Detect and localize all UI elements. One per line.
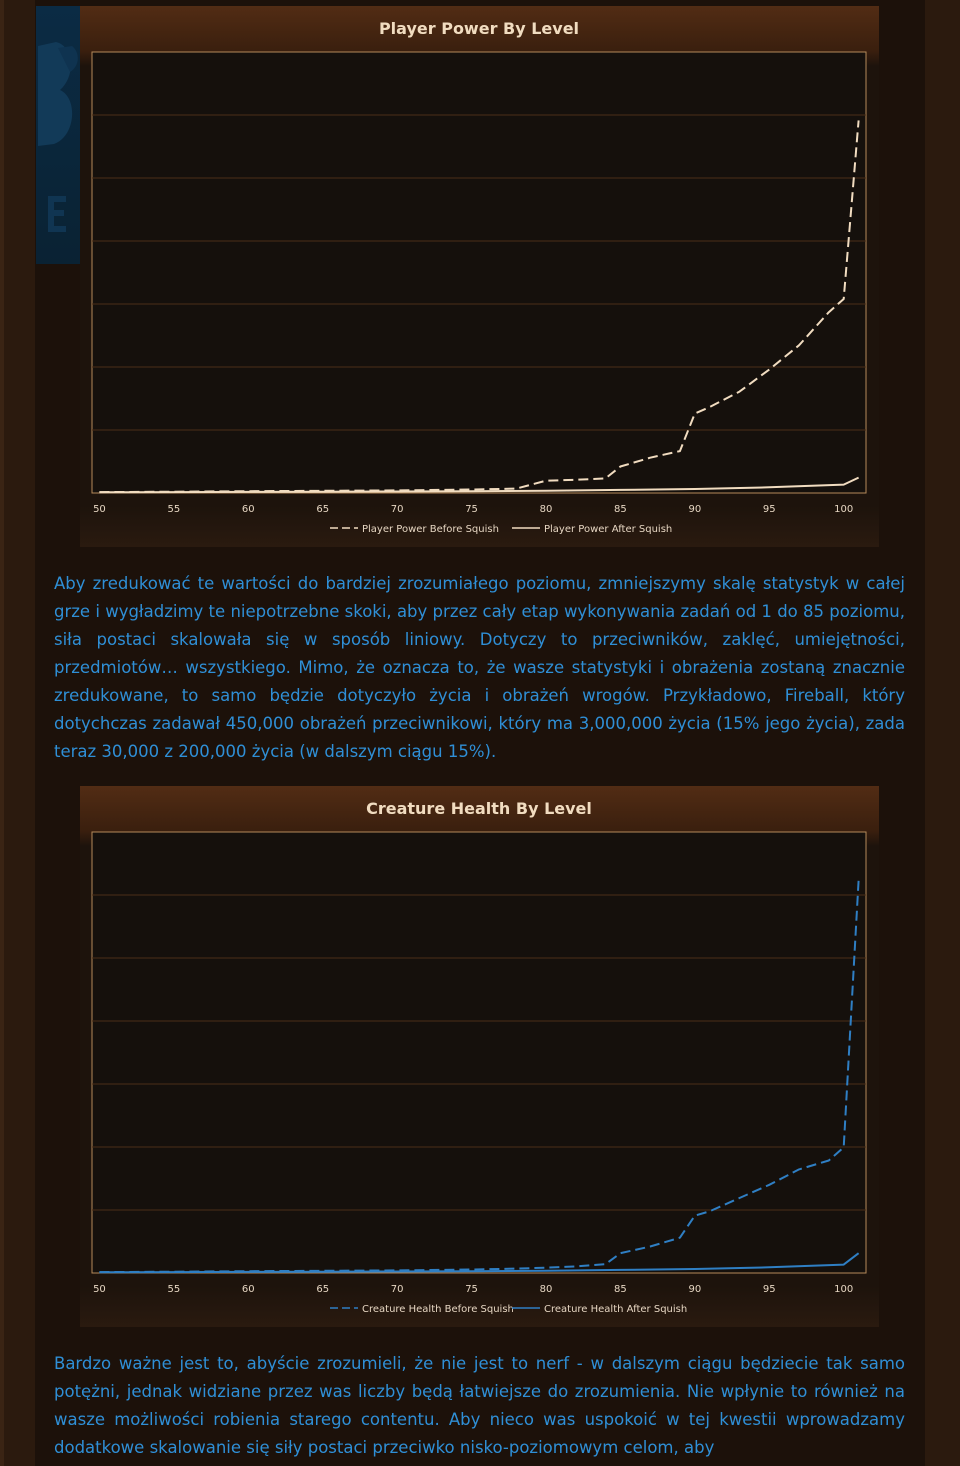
x-tick-label: 60 (241, 504, 255, 515)
x-tick-label: 60 (241, 1284, 255, 1295)
chart-title: Creature Health By Level (366, 799, 592, 818)
paragraph-stat-squish: Aby zredukować te wartości do bardziej zrozumiałego poziomu, zmniejszymy skalę statystyk w całej grze i wygładzimy te niepotrzebne skoki, aby przez cały etap wykonywania zadań od 1 do 85 poziomu, siła postaci skalowała się w sposób liniowy. Dotyczy to przeciwników, zaklęć, umiejętności, przedmiotów… wszystkiego. Mimo, że oznacza to, że wasze statystyki i obrażenia zostaną znacznie zredukowane, to samo będzie dotyczyło życia i obrażeń wrogów. Przykładowo, Fireball, który dotychczas zadawał 450,000 obrażeń przeciwnikowi, który ma 3,000,000 życia (15% jego życia), zada teraz 30,000 z 200,000 życia (w dalszym ciągu 15%). (54, 574, 905, 761)
x-tick-label: 50 (93, 504, 106, 515)
creature-health-chart-svg (80, 786, 879, 1327)
x-tick-label: 80 (539, 1284, 553, 1295)
legend-label: Creature Health Before Squish (362, 1304, 514, 1315)
x-tick-label: 90 (688, 1284, 702, 1295)
x-axis-ticks (93, 504, 853, 515)
x-tick-label: 85 (614, 504, 627, 515)
player-power-chart-svg (80, 6, 879, 547)
plot-area (92, 52, 866, 493)
left-edge (0, 0, 4, 1466)
chart-legend (330, 524, 672, 535)
x-tick-label: 95 (762, 504, 776, 515)
x-tick-label: 80 (539, 504, 553, 515)
x-tick-label: 70 (390, 1284, 404, 1295)
x-tick-label: 55 (167, 1284, 181, 1295)
brand-logo-icon (36, 6, 80, 264)
paragraph-not-a-nerf: Bardzo ważne jest to, abyście zrozumieli, że nie jest to nerf - w dalszym ciągu będziecie tak samo potężni, jednak widziane przez was liczby będą łatwiejsze do zrozumienia. Nie wpłynie to również na wasze możliwości robienia starego contentu. Aby nieco was uspokoić w tej kwestii wprowadzamy dodatkowe skalowanie się siły postaci przeciwko nisko-poziomowym celom, aby (54, 1354, 905, 1457)
x-tick-label: 50 (93, 1284, 106, 1295)
chart-title: Player Power By Level (378, 19, 580, 38)
player-power-chart (80, 6, 879, 547)
x-tick-label: 65 (316, 504, 330, 515)
x-axis-ticks (93, 1284, 853, 1295)
x-tick-label: 100 (834, 1284, 854, 1295)
x-tick-label: 90 (688, 504, 702, 515)
x-tick-label: 75 (465, 504, 478, 515)
x-tick-label: 70 (390, 504, 404, 515)
x-tick-label: 75 (465, 1284, 478, 1295)
legend-label: Creature Health After Squish (544, 1304, 688, 1315)
x-tick-label: 95 (762, 1284, 776, 1295)
creature-health-chart (80, 786, 879, 1327)
brand-logo-banner (36, 6, 80, 264)
x-tick-label: 100 (834, 504, 854, 515)
x-tick-label: 85 (614, 1284, 627, 1295)
plot-area (92, 832, 866, 1273)
x-tick-label: 55 (167, 504, 181, 515)
x-tick-label: 65 (316, 1284, 330, 1295)
legend-label: Player Power Before Squish (362, 524, 499, 535)
chart-legend (330, 1304, 687, 1315)
legend-label: Player Power After Squish (544, 524, 673, 535)
